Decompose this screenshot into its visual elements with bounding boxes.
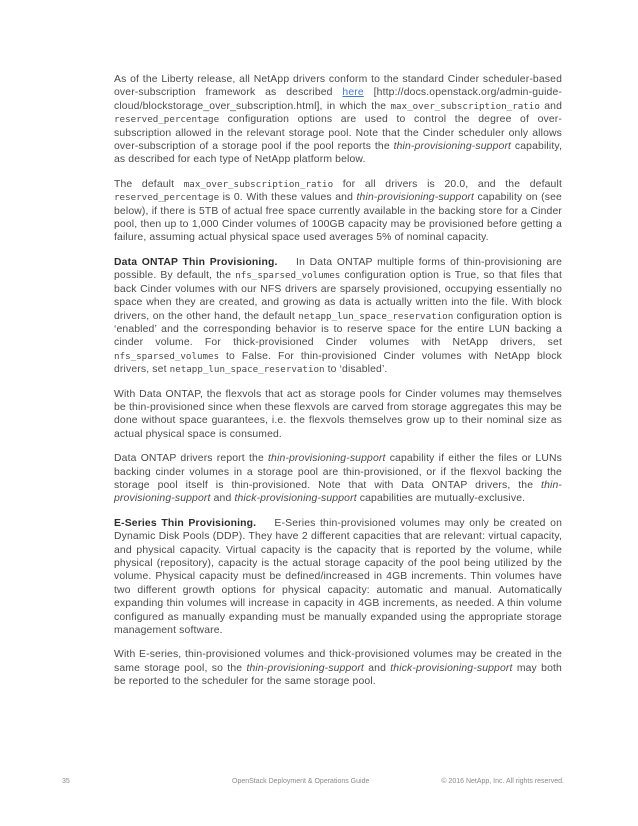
term-thin-provisioning-support: thin-provisioning-support	[356, 192, 475, 204]
text-span: E-Series thin-provisioned volumes may only be created on Dynamic Disk Pools (DDP). They have 2 different capacities that are relevant: virtual capacity, and physical capacity. Virtual capacity is the capacity that is reported by the volume, while physical (repository), capacity is the actual storage capacity of the pool being utilized by the volume. Physical capacity must be defined/increased in 4GB increments. Thin volumes have two different growth options for physical capacity: automatic and manual. Automatically expanding thin volumes will increase in capacity in 4GB increments, as needed. A thin volume configured as manually expanding must be manually expanded using the appropriate storage management software.	[114, 517, 563, 637]
text-span: to False. For thin-provisioned Cinder volumes with NetApp block drivers, set	[114, 350, 562, 376]
text-span: for all drivers is 20.0, and the default	[333, 178, 562, 190]
text-span: is 0. With these values and	[219, 192, 357, 204]
text-span: As of the Liberty release, all NetApp drivers conform to the standard Cinder scheduler-based over-subscription framework as described	[114, 74, 562, 99]
paragraph-defaults	[114, 178, 562, 245]
text-span: and	[539, 100, 562, 112]
code-reserved-percentage: reserved_percentage	[114, 192, 220, 204]
code-netapp-lun-space-reservation: netapp_lun_space_reservation	[298, 310, 454, 322]
code-nfs-sparsed-volumes: nfs_sparsed_volumes	[114, 350, 220, 362]
term-thin-provisioning-support: thin-provisioning-support	[393, 141, 512, 153]
text-span: and	[210, 493, 235, 505]
code-max-over-subscription-ratio: max_over_subscription_ratio	[390, 100, 540, 112]
text-span: may both be reported to the scheduler for the same storage pool.	[114, 662, 562, 688]
text-span: With E-series, thin-provisioned volumes and thick-provisioned volumes may be created in the same storage pool, so the	[114, 649, 562, 674]
paragraph-over-subscription	[114, 73, 562, 167]
section-heading-data-ontap: Data ONTAP Thin Provisioning.	[114, 256, 278, 268]
term-thin-provisioning-support: thin-provisioning-support	[268, 453, 386, 465]
page-footer	[62, 778, 564, 790]
paragraph-e-series-thin	[114, 517, 562, 638]
code-nfs-sparsed-volumes: nfs_sparsed_volumes	[235, 270, 341, 282]
code-netapp-lun-space-reservation: netapp_lun_space_reservation	[169, 364, 325, 376]
text-span: and	[363, 662, 391, 674]
term-thin-provisioning-support: thin-provisioning-support	[114, 479, 562, 505]
text-span: capability on (see below), if there is 5TB of actual free space currently available in the backing store for a Cinder pool, then up to 1,000 Cinder volumes of 100GB capacity may be provisioned before getting a failure, assuming actual physical space used averages 5% of nominal capacity.	[114, 192, 562, 244]
text-span: With Data ONTAP, the flexvols that act as storage pools for Cinder volumes may themselves be thin-provisioned since when these flexvols are carved from storage aggregates this may be done without space guarantees, i.e. the flexvols themselves grow up to their nominal size as actual physical space is consumed.	[114, 388, 562, 440]
paragraph-data-ontap-thin	[114, 256, 562, 377]
section-heading-e-series: E-Series Thin Provisioning.	[114, 517, 257, 529]
paragraph-flexvols	[114, 388, 562, 442]
copyright-notice: © 2016 NetApp, Inc. All rights reserved.	[441, 778, 564, 785]
term-thick-provisioning-support: thick-provisioning-support	[390, 662, 513, 674]
paragraph-e-series-pools	[114, 648, 562, 688]
text-span: capabilities are mutually-exclusive.	[356, 493, 526, 505]
page-number: 35	[62, 778, 70, 785]
text-span: The default	[114, 178, 184, 190]
text-span: [http://docs.openstack.org/admin-guide-cloud/blockstorage_over_subscription.html], in which the	[114, 87, 562, 112]
here-link[interactable]: here	[342, 87, 364, 99]
text-span: In Data ONTAP multiple forms of thin-provisioning are possible. By default, the	[114, 256, 562, 282]
term-thin-provisioning-support: thin-provisioning-support	[246, 662, 364, 674]
document-body	[114, 73, 562, 700]
code-reserved-percentage: reserved_percentage	[114, 114, 220, 126]
text-span: capability if either the files or LUNs backing cinder volumes in a storage pool are thin-provisioned, or if the flexvol backing the storage pool itself is thin-provisioned. Note that with Data ONTAP drivers, the	[114, 453, 562, 491]
paragraph-capability-report	[114, 452, 562, 506]
code-max-over-subscription-ratio: max_over_subscription_ratio	[183, 178, 334, 190]
guide-title: OpenStack Deployment & Operations Guide	[232, 778, 370, 785]
text-span: configuration options are used to control the degree of over-subscription allowed in the relevant storage pool. Note that the Cinder scheduler only allows over-subscription of a storage pool if the pool reports the	[114, 114, 562, 153]
term-thick-provisioning-support: thick-provisioning-support	[234, 493, 357, 505]
text-span: configuration option is True, so that files that back Cinder volumes with our NFS drivers are sparsely provisioned, occupying essentially no space when they are created, and growing as data is actually written into the file. With block drivers, on the other hand, the default	[114, 270, 562, 322]
text-span: to ‘disabled’.	[324, 364, 388, 376]
text-span: capability, as described for each type of NetApp platform below.	[114, 141, 562, 166]
text-span: Data ONTAP drivers report the	[114, 453, 269, 465]
text-span: configuration option is ‘enabled’ and the corresponding behavior is to reserve space for the entire LUN backing a cinder volume. For thick-provisioned Cinder volumes with NetApp drivers, set	[114, 310, 562, 349]
